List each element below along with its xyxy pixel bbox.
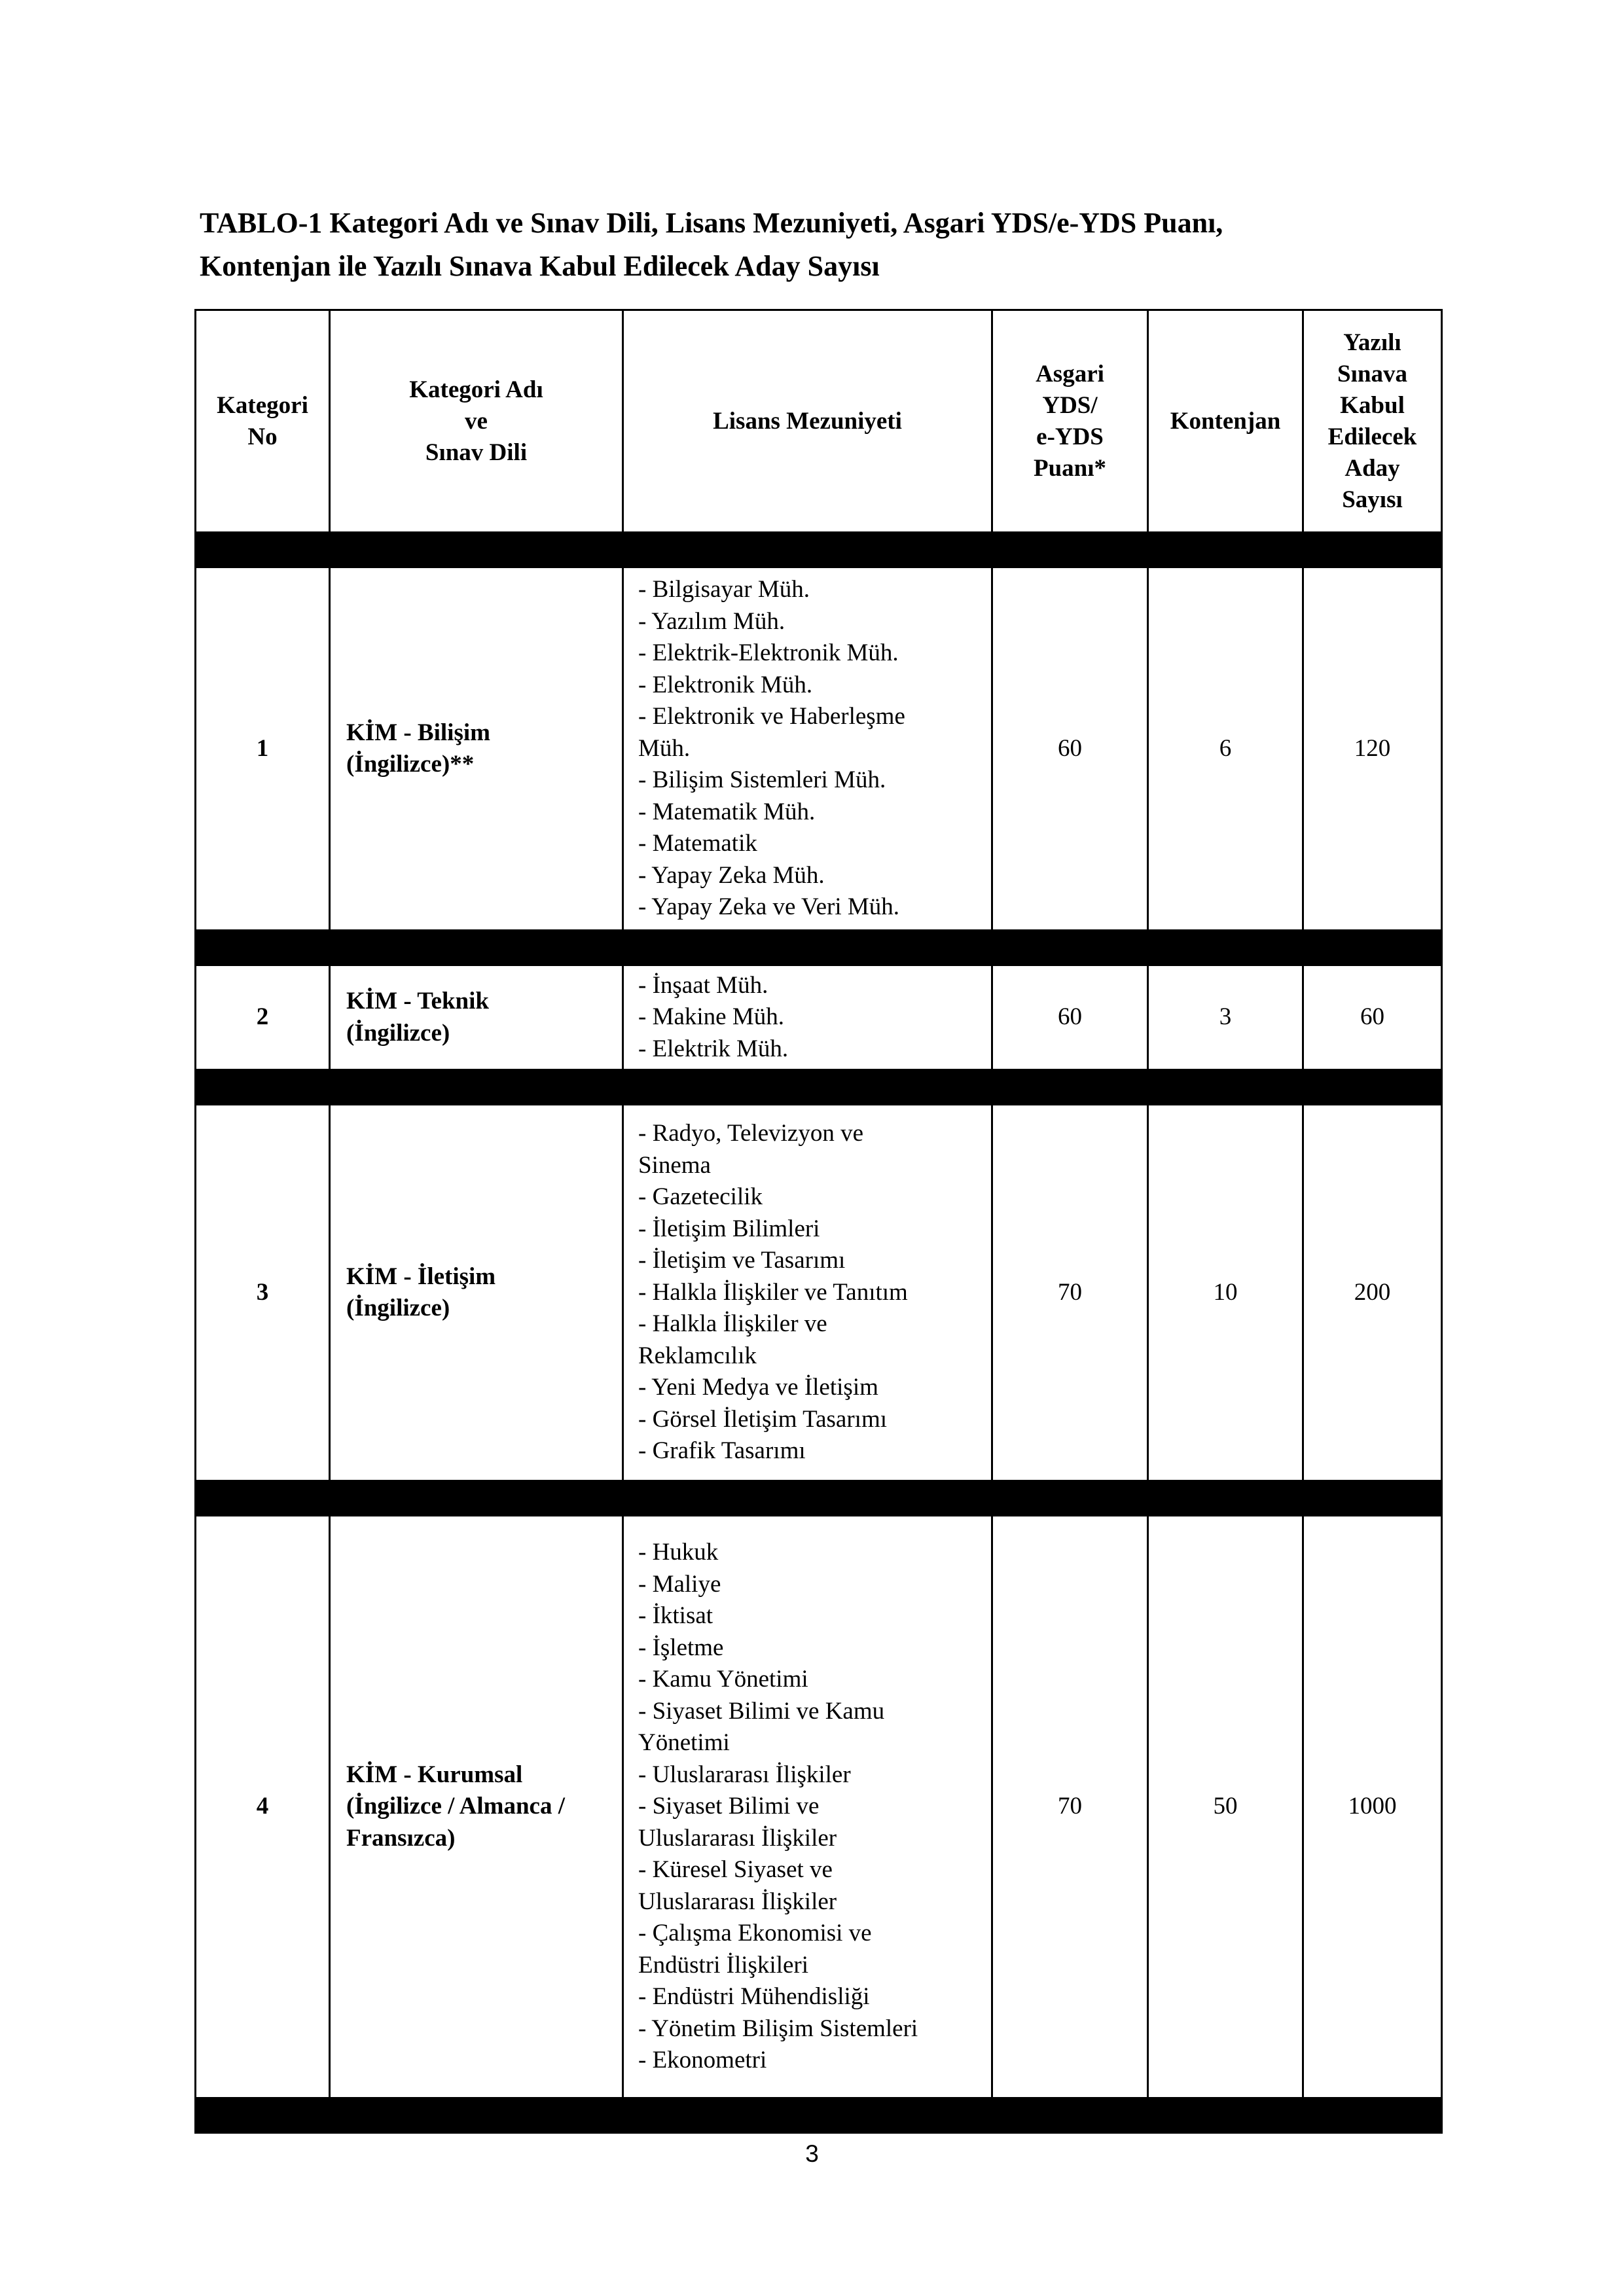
separator-cell — [330, 1481, 623, 1516]
separator-cell — [992, 1481, 1148, 1516]
kategori-adi-line: Fransızca) — [346, 1824, 456, 1852]
lisans-item: - Siyaset Bilimi ve Kamu — [638, 1697, 885, 1725]
lisans-item: - Radyo, Televizyon ve — [638, 1120, 864, 1147]
separator-cell — [196, 533, 330, 567]
header-text: Lisans Mezuniyeti — [713, 407, 902, 435]
lisans-item: - Bilişim Sistemleri Müh. — [638, 766, 886, 794]
lisans-item: - Matematik — [638, 830, 757, 857]
lisans-item: - Yapay Zeka Müh. — [638, 861, 825, 889]
lisans-item: - Gazetecilik — [638, 1183, 763, 1211]
lisans-item: - İşletme — [638, 1634, 724, 1661]
table-row — [196, 567, 1442, 931]
header-text: Kategori Adı — [409, 376, 543, 403]
header-text: Yazılı — [1343, 329, 1401, 356]
separator-row — [196, 2098, 1442, 2133]
separator-cell — [196, 2098, 330, 2133]
separator-cell — [196, 1070, 330, 1105]
lisans-item: Yönetimi — [638, 1729, 730, 1757]
lisans-list — [638, 574, 984, 924]
lisans-item: - Hukuk — [638, 1539, 719, 1566]
kategori-adi-line: KİM - Kurumsal — [346, 1761, 523, 1788]
lisans-item: - Grafik Tasarımı — [638, 1437, 806, 1465]
lisans-list — [638, 1118, 984, 1467]
header-text: Asgari — [1036, 360, 1104, 387]
separator-cell — [623, 1070, 992, 1105]
separator-cell — [1303, 1481, 1442, 1516]
lisans-item: - Elektronik ve Haberleşme — [638, 703, 905, 730]
kategori-adi-line: (İngilizce) — [346, 1295, 450, 1321]
cell-lisans-mezuniyeti — [623, 1516, 992, 2098]
separator-cell — [623, 931, 992, 965]
kategori-adi-line: KİM - Teknik — [346, 988, 489, 1014]
separator-row — [196, 533, 1442, 567]
separator-cell — [330, 2098, 623, 2133]
separator-cell — [992, 1070, 1148, 1105]
cell-kategori-no: 4 — [196, 1516, 330, 2098]
lisans-item: - Yazılım Müh. — [638, 607, 785, 635]
header-text: Kabul — [1340, 391, 1405, 419]
separator-row — [196, 931, 1442, 965]
header-asgari-yds — [992, 310, 1148, 533]
separator-cell — [1148, 1070, 1303, 1105]
separator-cell — [330, 533, 623, 567]
table-title — [200, 202, 1443, 288]
cell-lisans-mezuniyeti — [623, 965, 992, 1070]
lisans-item: - Maliye — [638, 1570, 721, 1598]
table-row — [196, 1516, 1442, 2098]
kategori-adi-line: KİM - İletişim — [346, 1263, 496, 1290]
separator-cell — [623, 1481, 992, 1516]
cell-aday-sayisi: 60 — [1303, 965, 1442, 1070]
separator-row — [196, 1070, 1442, 1105]
lisans-item: Reklamcılık — [638, 1342, 757, 1369]
cell-kategori-no: 1 — [196, 567, 330, 931]
cell-kategori-adi — [330, 1105, 623, 1481]
separator-cell — [196, 931, 330, 965]
lisans-item: - Ekonometri — [638, 2047, 767, 2074]
lisans-item: - Elektrik Müh. — [638, 1035, 789, 1062]
header-kategori-adi — [330, 310, 623, 533]
lisans-item: - Halkla İlişkiler ve — [638, 1310, 827, 1338]
table-row — [196, 1105, 1442, 1481]
header-text: No — [247, 423, 278, 450]
header-text: Puanı* — [1033, 454, 1107, 482]
header-lisans-mezuniyeti — [623, 310, 992, 533]
cell-aday-sayisi: 200 — [1303, 1105, 1442, 1481]
lisans-item: - Matematik Müh. — [638, 798, 816, 825]
lisans-item: Uluslararası İlişkiler — [638, 1888, 837, 1915]
lisans-item: - Küresel Siyaset ve — [638, 1856, 833, 1884]
header-kategori-no — [196, 310, 330, 533]
header-text: Sınava — [1337, 360, 1407, 387]
lisans-item: - Görsel İletişim Tasarımı — [638, 1405, 888, 1433]
header-text: YDS/ — [1042, 391, 1098, 419]
lisans-item: - Kamu Yönetimi — [638, 1666, 808, 1693]
kategori-adi-line: KİM - Bilişim — [346, 719, 490, 746]
cell-kontenjan: 50 — [1148, 1516, 1303, 2098]
table-body — [196, 533, 1442, 2133]
lisans-item: - Bilgisayar Müh. — [638, 576, 810, 603]
cell-kategori-no: 3 — [196, 1105, 330, 1481]
table-row — [196, 965, 1442, 1070]
header-text: Edilecek — [1327, 423, 1417, 450]
cell-aday-sayisi: 120 — [1303, 567, 1442, 931]
header-text: Kategori — [217, 391, 308, 419]
header-text: Aday — [1344, 454, 1400, 482]
lisans-item: Sinema — [638, 1151, 711, 1179]
lisans-item: - Yönetim Bilişim Sistemleri — [638, 2015, 918, 2042]
cell-kategori-adi — [330, 1516, 623, 2098]
separator-cell — [992, 931, 1148, 965]
table-title-line-1: TABLO-1 Kategori Adı ve Sınav Dili, Lisans Mezuniyeti, Asgari YDS/e-YDS Puanı, — [200, 207, 1223, 239]
separator-cell — [330, 1070, 623, 1105]
page-number: 3 — [805, 2140, 819, 2167]
separator-cell — [992, 533, 1148, 567]
cell-kontenjan: 3 — [1148, 965, 1303, 1070]
separator-cell — [1303, 2098, 1442, 2133]
cell-kategori-no: 2 — [196, 965, 330, 1070]
cell-lisans-mezuniyeti — [623, 1105, 992, 1481]
header-text: Sınav Dili — [425, 439, 528, 466]
header-kontenjan — [1148, 310, 1303, 533]
lisans-item: Uluslararası İlişkiler — [638, 1824, 837, 1852]
lisans-item: - Yeni Medya ve İletişim — [638, 1374, 878, 1401]
header-aday-sayisi — [1303, 310, 1442, 533]
separator-cell — [1148, 1481, 1303, 1516]
kategori-adi-line: (İngilizce) — [346, 1019, 450, 1047]
lisans-item: - Uluslararası İlişkiler — [638, 1761, 851, 1788]
header-text: Sayısı — [1342, 486, 1403, 513]
header-text: e-YDS — [1036, 423, 1104, 450]
lisans-item: - İnşaat Müh. — [638, 971, 768, 999]
lisans-list — [638, 1537, 984, 2077]
cell-aday-sayisi: 1000 — [1303, 1516, 1442, 2098]
separator-cell — [992, 2098, 1148, 2133]
cell-asgari-yds: 60 — [992, 965, 1148, 1070]
lisans-item: - Halkla İlişkiler ve Tanıtım — [638, 1278, 908, 1306]
lisans-item: Endüstri İlişkileri — [638, 1951, 808, 1979]
lisans-item: - Yapay Zeka ve Veri Müh. — [638, 893, 900, 921]
lisans-list — [638, 970, 984, 1066]
lisans-item: - Elektronik Müh. — [638, 671, 813, 698]
separator-cell — [623, 533, 992, 567]
lisans-item: - İletişim Bilimleri — [638, 1215, 820, 1242]
lisans-item: - İletişim ve Tasarımı — [638, 1247, 846, 1274]
separator-row — [196, 1481, 1442, 1516]
header-row — [196, 310, 1442, 533]
cell-kategori-adi — [330, 965, 623, 1070]
kategori-adi-line: (İngilizce / Almanca / — [346, 1793, 565, 1820]
lisans-item: - Çalışma Ekonomisi ve — [638, 1920, 872, 1947]
lisans-item: - Makine Müh. — [638, 1003, 784, 1031]
lisans-item: - Endüstri Mühendisliği — [638, 1983, 870, 2011]
separator-cell — [1148, 533, 1303, 567]
header-text: Kontenjan — [1170, 407, 1281, 435]
cell-kontenjan: 6 — [1148, 567, 1303, 931]
separator-cell — [623, 2098, 992, 2133]
category-table — [194, 309, 1443, 2134]
table-title-line-2: Kontenjan ile Yazılı Sınava Kabul Edilecek Aday Sayısı — [200, 250, 880, 282]
cell-lisans-mezuniyeti — [623, 567, 992, 931]
lisans-item: - Elektrik-Elektronik Müh. — [638, 639, 899, 667]
header-text: ve — [465, 407, 488, 435]
cell-asgari-yds: 70 — [992, 1516, 1148, 2098]
separator-cell — [1148, 2098, 1303, 2133]
lisans-item: - İktisat — [638, 1602, 713, 1630]
separator-cell — [1303, 533, 1442, 567]
kategori-adi-line: (İngilizce)** — [346, 751, 475, 778]
separator-cell — [1148, 931, 1303, 965]
cell-kategori-adi — [330, 567, 623, 931]
lisans-item: Müh. — [638, 734, 691, 762]
separator-cell — [196, 1481, 330, 1516]
cell-asgari-yds: 60 — [992, 567, 1148, 931]
cell-kontenjan: 10 — [1148, 1105, 1303, 1481]
separator-cell — [330, 931, 623, 965]
cell-asgari-yds: 70 — [992, 1105, 1148, 1481]
lisans-item: - Siyaset Bilimi ve — [638, 1793, 820, 1820]
separator-cell — [1303, 931, 1442, 965]
separator-cell — [1303, 1070, 1442, 1105]
